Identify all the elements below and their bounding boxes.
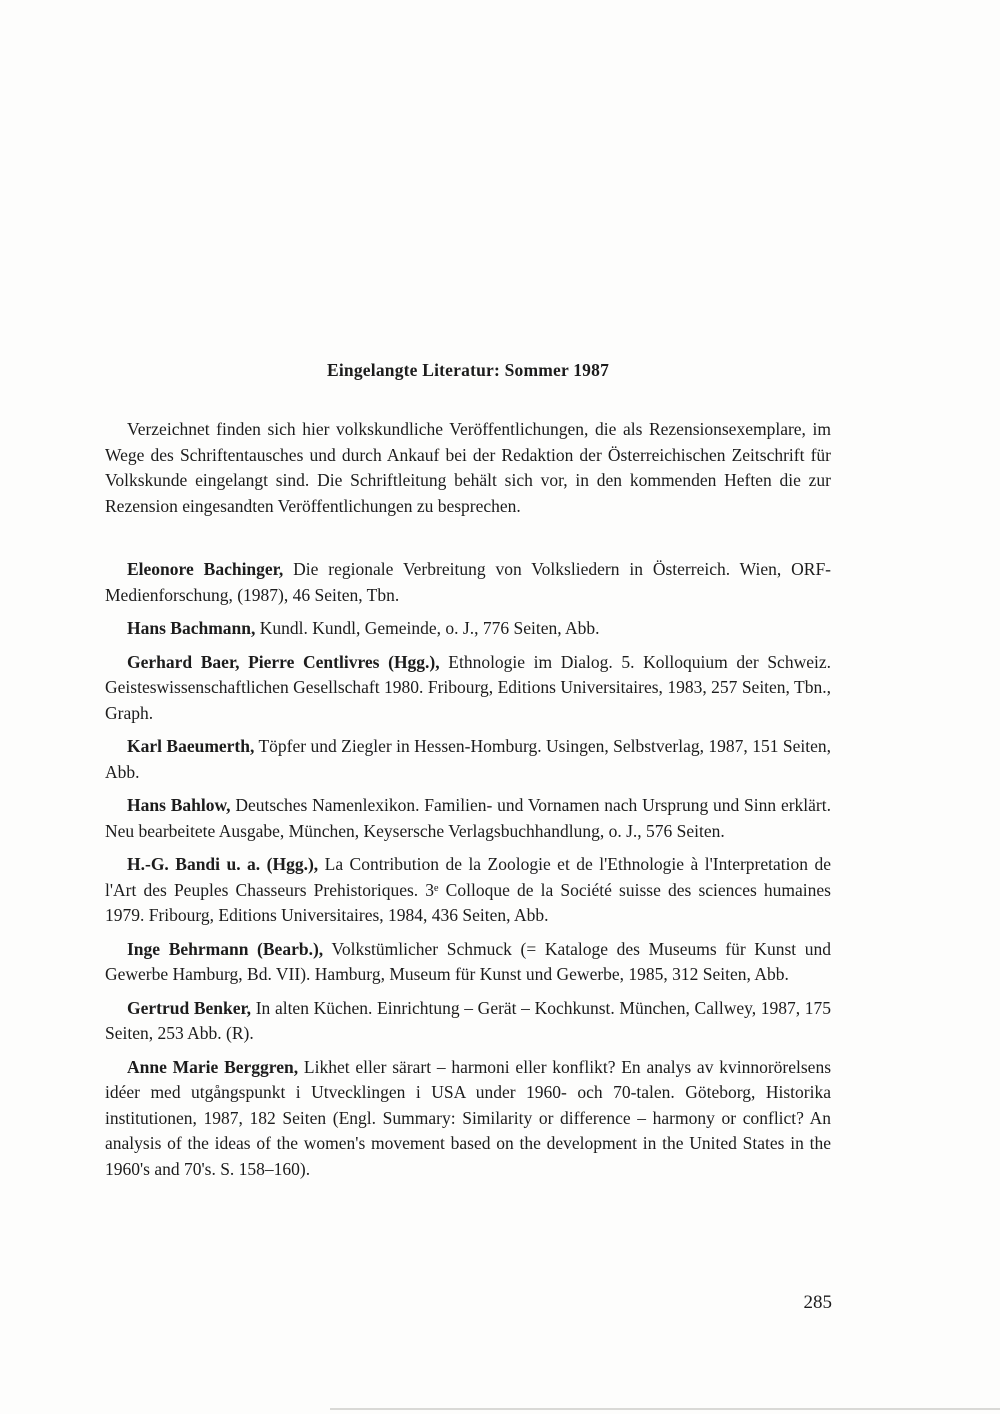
- entry-text: Deutsches Namenlexikon. Familien- und Vornamen nach Ursprung und Sinn erklärt. Neu bearbeitete Ausgabe, München, Keysersche Verlagsbuchhandlung, o. J., 576 Seiten.: [105, 795, 831, 841]
- entry-author: Karl Baeumerth,: [127, 736, 255, 756]
- bibliography-entry: [105, 996, 831, 1047]
- entry-text: La Contribution de la Zoologie et de l'Ethnologie à l'Interpretation de l'Art des Peuples Chasseurs Prehistoriques. 3ᵉ Colloque de la Société suisse des sciences humaines 1979. Fribourg, Editions Universitaires, 1984, 436 Seiten, Abb.: [105, 854, 831, 925]
- entry-text: Ethnologie im Dialog. 5. Kolloquium der Schweiz. Geisteswissenschaftlichen Gesellschaft 1980. Fribourg, Editions Universitaires, 1983, 257 Seiten, Tbn., Graph.: [105, 651, 831, 723]
- entry-text: In alten Küchen. Einrichtung – Gerät – Kochkunst. München, Callwey, 1987, 175 Seiten, 253 Abb. (R).: [105, 997, 832, 1043]
- entry-text: Likhet eller särart – harmoni eller konflikt? En analys av kvinnorörelsens idéer med utgångspunkt i Utvecklingen i USA under 1960- och 70-talen. Göteborg, Historika institutionen, 1987, 182 Seiten (Engl. Summary: Similarity or difference – harmony or conflict? An analysis of the ideas of the women's movement based on the development in the United States in the 1960's and 70's. S. 158–160).: [105, 1056, 831, 1179]
- bibliography-entry: [105, 557, 831, 608]
- text-block: [105, 360, 831, 1190]
- entry-author: Anne Marie Berggren,: [127, 1056, 299, 1077]
- bibliography-entry: [105, 616, 831, 642]
- entry-author: Inge Behrmann (Bearb.),: [127, 938, 324, 959]
- bibliography-entry: [105, 937, 831, 988]
- scan-artifact-line: [330, 1408, 1000, 1410]
- entry-author: Hans Bahlow,: [127, 795, 231, 815]
- entry-author: Gerhard Baer, Pierre Centlivres (Hgg.),: [127, 651, 440, 672]
- entry-text: Die regionale Verbreitung von Volksliedern in Österreich. Wien, ORF-Medienforschung, (1987), 46 Seiten, Tbn.: [105, 559, 832, 605]
- page-title: Eingelangte Literatur: Sommer 1987: [326, 360, 610, 380]
- bibliography-list: [105, 557, 831, 1182]
- bibliography-entry: [105, 650, 831, 727]
- entry-text: Töpfer und Ziegler in Hessen-Homburg. Usingen, Selbstverlag, 1987, 151 Seiten, Abb.: [105, 736, 831, 782]
- bibliography-entry: [105, 793, 831, 844]
- entry-author: Eleonore Bachinger,: [127, 559, 284, 579]
- entry-text: Volkstümlicher Schmuck (= Kataloge des Museums für Kunst und Gewerbe Hamburg, Bd. VII). Hamburg, Museum für Kunst und Gewerbe, 1985, 312 Seiten, Abb.: [105, 938, 832, 984]
- entry-author: Hans Bachmann,: [127, 618, 256, 638]
- intro-paragraph: Verzeichnet finden sich hier volkskundliche Veröffentlichungen, die als Rezensionsexemplare, im Wege des Schriftentausches und durch Ankauf bei der Redaktion der Österreichischen Zeitschrift für Volkskunde eingelangt sind. Die Schriftleitung behält sich vor, in den kommenden Heften die zur Rezension eingesandten Veröffentlichungen zu besprechen.: [105, 419, 831, 516]
- entry-author: Gertrud Benker,: [127, 997, 252, 1018]
- entry-author: H.-G. Bandi u. a. (Hgg.),: [127, 854, 319, 874]
- bibliography-entry: [105, 852, 831, 929]
- bibliography-entry: [105, 1055, 831, 1183]
- entry-text: Kundl. Kundl, Gemeinde, o. J., 776 Seiten, Abb.: [259, 618, 600, 638]
- bibliography-entry: [105, 734, 831, 785]
- page-number: 285: [803, 1292, 832, 1313]
